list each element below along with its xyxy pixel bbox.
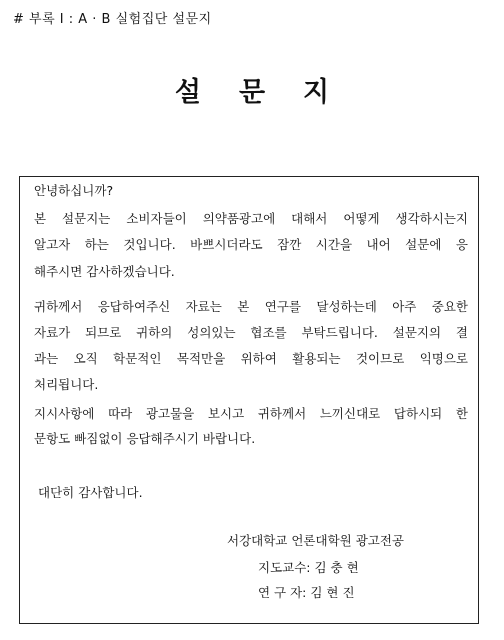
appendix-label: # 부록 I : A · B 실험집단 설문지 (13, 12, 212, 27)
paragraph2-line3: 과는 오직 학문적인 목적만을 위하여 활용되는 것이므로 익명으로 (34, 351, 468, 366)
paragraph3-line2: 문항도 빠짐없이 응답해주시기 바랍니다. (34, 431, 256, 446)
paragraph2-line4: 처리됩니다. (34, 377, 99, 392)
paragraph2-line1: 귀하께서 응답하여주신 자료는 본 연구를 달성하는데 아주 중요한 (34, 299, 468, 314)
paragraph2-line2: 자료가 되므로 귀하의 성의있는 협조를 부탁드립니다. 설문지의 결 (34, 325, 468, 340)
signature-institution: 서강대학교 언론대학원 광고전공 (227, 533, 404, 548)
closing: 대단히 감사합니다. (38, 485, 143, 500)
page-title: 설문지 (174, 77, 368, 108)
greeting: 안녕하십니까? (34, 183, 114, 198)
signature-advisor: 지도교수: 김 충 현 (258, 560, 359, 575)
paragraph1-line3: 해주시면 감사하겠습니다. (34, 264, 175, 279)
paragraph1-line2: 알고자 하는 것입니다. 바쁘시더라도 잠깐 시간을 내어 설문에 응 (34, 237, 468, 252)
signature-researcher: 연 구 자: 김 현 진 (258, 585, 355, 600)
paragraph3-line1: 지시사항에 따라 광고물을 보시고 귀하께서 느끼신대로 답하시되 한 (34, 406, 468, 421)
paragraph1-line1: 본 설문지는 소비자들이 의약품광고에 대해서 어떻게 생각하시는지 (34, 211, 468, 226)
